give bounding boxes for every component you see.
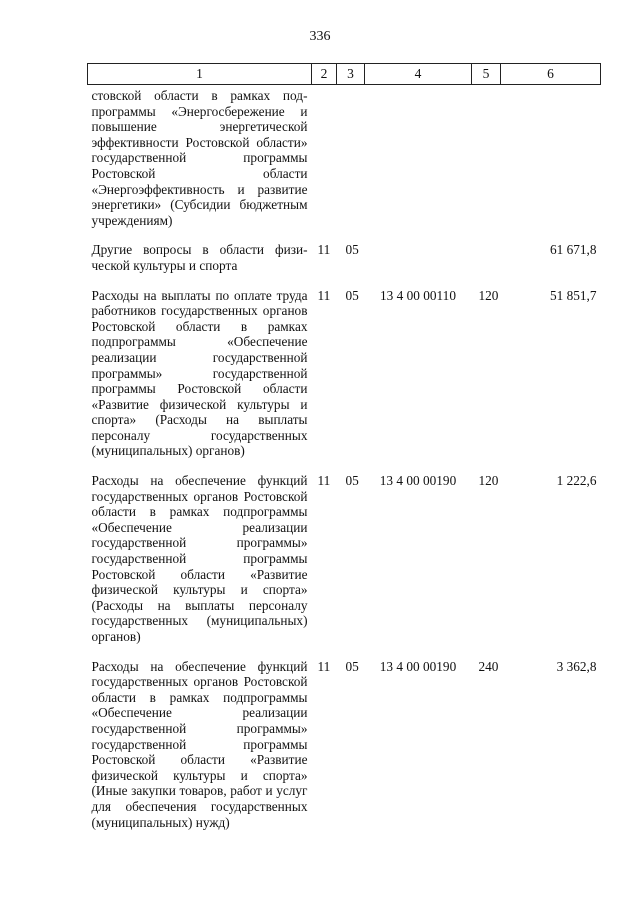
header-col-3: 3 xyxy=(337,64,365,85)
row-section-code: 11 xyxy=(317,658,331,674)
row-amount: 61 671,8 xyxy=(549,242,597,258)
row-amount xyxy=(501,85,601,229)
row-target-article: 13 4 00 00190 xyxy=(379,658,457,674)
table-row xyxy=(88,473,601,645)
row-subsection-code: 05 xyxy=(345,658,359,674)
table-row xyxy=(88,242,601,273)
row-target-article xyxy=(365,85,472,229)
row-expense-type: 120 xyxy=(478,287,499,303)
row-amount: 1 222,6 xyxy=(556,473,597,489)
budget-table xyxy=(87,63,601,830)
row-subsection-code xyxy=(337,85,365,229)
row-section-code: 11 xyxy=(317,473,331,489)
row-subsection-code: 05 xyxy=(345,242,359,258)
row-description: Расходы на обеспечение функций государственных органов Ростовской области в рамках подпрограммы «Обеспечение реализации государственной программы» государственной программы Ростовской области «Развитие физической культуры и спорта» (Иные закупки товаров, работ и услуг для обеспечения государственных (муниципальных) нужд) xyxy=(91,658,308,830)
table-row xyxy=(88,288,601,460)
row-amount: 51 851,7 xyxy=(549,287,597,303)
row-section-code: 11 xyxy=(317,287,331,303)
row-expense-type: 120 xyxy=(478,473,499,489)
row-description: Другие вопросы в области физической культуры и спорта xyxy=(91,242,308,273)
header-col-6: 6 xyxy=(501,64,601,85)
table-header xyxy=(88,64,601,85)
row-amount: 3 362,8 xyxy=(556,658,597,674)
row-expense-type: 240 xyxy=(478,658,499,674)
row-section-code: 11 xyxy=(317,242,331,258)
header-col-5: 5 xyxy=(472,64,501,85)
page-number: 336 xyxy=(309,29,331,44)
row-target-article xyxy=(365,242,472,273)
row-expense-type xyxy=(472,242,501,273)
row-description: Расходы на выплаты по оплате труда работников государственных органов Ростовской области в рамках подпрограммы «Обеспечение реализации государственной программы» государственной программы Ростовской области «Развитие физической культуры и спорта» (Расходы на выплаты персоналу государственных (муниципальных) органов) xyxy=(91,287,308,459)
row-description: стовской области в рамках подпрограммы «Энергосбережение и повышение энергетической эффективности Ростовской области» государственной программы Ростовской области «Энергоэффективность и развитие энергетики» (Субсидии бюджетным учреждениям) xyxy=(91,88,308,228)
row-description: Расходы на обеспечение функций государственных органов Ростовской области в рамках подпрограммы «Обеспечение реализации государственной программы» государственной программы Ростовской области «Развитие физической культуры и спорта» (Расходы на выплаты персоналу государственных (муниципальных) органов) xyxy=(91,473,308,644)
header-col-1: 1 xyxy=(88,64,312,85)
row-subsection-code: 05 xyxy=(345,287,359,303)
table-row xyxy=(88,659,601,831)
row-section-code xyxy=(312,85,337,229)
row-subsection-code: 05 xyxy=(345,473,359,489)
row-target-article: 13 4 00 00190 xyxy=(379,473,457,489)
row-target-article: 13 4 00 00110 xyxy=(380,287,456,303)
header-col-2: 2 xyxy=(312,64,337,85)
row-expense-type xyxy=(472,85,501,229)
table-body xyxy=(88,85,601,831)
table-row xyxy=(88,85,601,229)
header-col-4: 4 xyxy=(365,64,472,85)
